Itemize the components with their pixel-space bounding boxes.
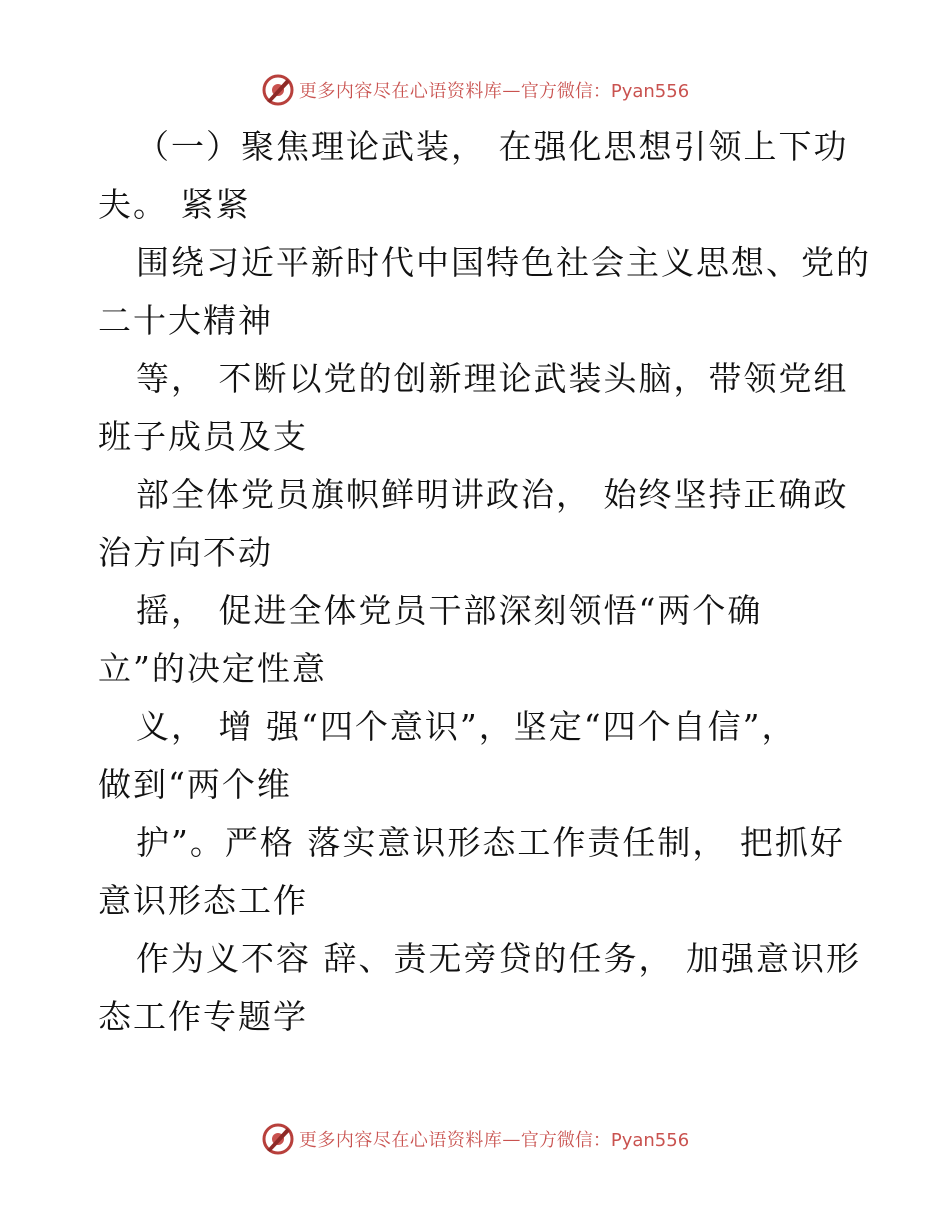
text-line: 做到“两个维 (98, 765, 292, 804)
watermark-site-text: 更多内容尽在心语资料库 (298, 1130, 503, 1151)
watermark-dash: — (502, 1128, 521, 1150)
pen-logo-icon (261, 73, 295, 107)
watermark-dash: — (502, 79, 521, 101)
text-line: 治方向不动 (98, 533, 273, 572)
text-line: 夫。 紧紧 (98, 185, 251, 224)
document-body (98, 118, 888, 1046)
text-line: （一）聚焦理论武装， 在强化思想引领上下功 (136, 127, 849, 166)
footer-watermark (0, 1119, 950, 1159)
pen-logo-icon (261, 1122, 295, 1156)
text-line: 态工作专题学 (98, 997, 308, 1036)
text-line: 作为义不容 辞、责无旁贷的任务， 加强意识形 (136, 939, 861, 978)
watermark-wechat-text: 官方微信：Pyan556 (520, 81, 690, 102)
watermark-site-text: 更多内容尽在心语资料库 (298, 81, 503, 102)
text-line: 部全体党员旗帜鲜明讲政治， 始终坚持正确政 (136, 475, 849, 514)
text-line: 二十大精神 (98, 301, 273, 340)
watermark-wechat-text: 官方微信：Pyan556 (520, 1130, 690, 1151)
text-line: 班子成员及支 (98, 417, 308, 456)
header-watermark (0, 70, 950, 110)
text-line: 义， 增 强“四个意识”，坚定“四个自信”， (136, 707, 797, 746)
text-line: 等， 不断以党的创新理论武装头脑，带领党组 (136, 359, 849, 398)
text-line: 围绕习近平新时代中国特色社会主义思想、党的 (136, 243, 871, 282)
text-line: 意识形态工作 (98, 881, 308, 920)
text-line: 护”。严格 落实意识形态工作责任制， 把抓好 (136, 823, 845, 862)
text-line: 立”的决定性意 (98, 649, 327, 688)
text-line: 摇， 促进全体党员干部深刻领悟“两个确 (136, 591, 763, 630)
